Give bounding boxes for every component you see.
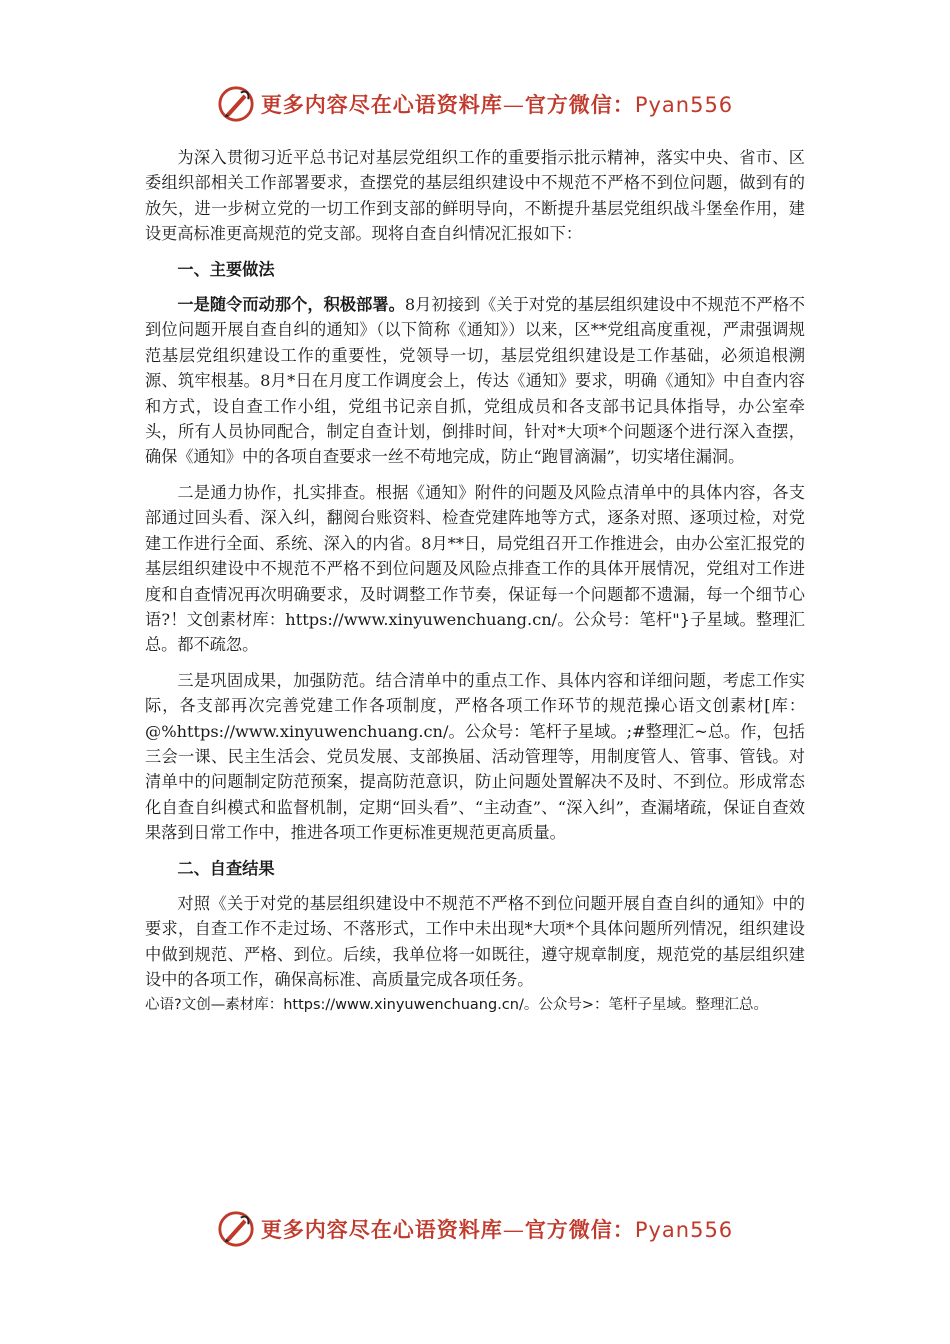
paragraph-three: 三是巩固成果，加强防范。结合清单中的重点工作、具体内容和详细问题，考虑工作实际，各支部再次完善党建工作各项制度，严格各项工作环节的规范操心语文创素材[库：@%https://www.xinyuwenchuang.cn/。公众号：笔杆子星域。;#整理汇~总。作，包括三会一课、民主生活会、党员发展、支部换届、活动管理等，用制度管人、管事、管钱。对清单中的问题制定防范预案，提高防范意识，防止问题处置解决不及时、不到位。形成常态化自查自纠模式和监督机制，定期“回头看”、“主动查”、“深入纠”，查漏堵疏，保证自查效果落到日常工作中，推进各项工作更标准更规范更高质量。 [145,670,805,843]
banner-text: 更多内容尽在心语资料库—官方微信：Pyan556 [260,1217,734,1242]
paragraph-one-lead: 一是随令而动那个，积极部署。 [177,295,405,315]
footer-note: 心语?文创—素材库：https://www.xinyuwenchuang.cn/。公众号>：笔杆子星域。整理汇总。 [145,996,769,1013]
footer-banner [0,1207,950,1251]
paragraph-four: 对照《关于对党的基层组织建设中不规范不严格不到位问题开展自查自纠的通知》中的要求，自查工作不走过场、不落形式，工作中未出现*大项*个具体问题所列情况，组织建设中做到规范、严格、到位。后续，我单位将一如既往，遵守规章制度，规范党的基层组织建设中的各项工作，确保高标准、高质量完成各项任务。 [145,893,805,990]
paragraph-one [145,292,805,470]
banner-text: 更多内容尽在心语资料库—官方微信：Pyan556 [260,92,734,117]
header-banner [0,82,950,126]
section-title-results: 二、自查结果 [177,858,275,878]
section-title-main-practices: 一、主要做法 [177,259,275,279]
pen-logo-icon [217,85,255,123]
paragraph-two: 二是通力协作，扎实排查。根据《通知》附件的问题及风险点清单中的具体内容，各支部通过回头看、深入纠，翻阅台账资料、检查党建阵地等方式，逐条对照、逐项过检，对党建工作进行全面、系统、深入的内省。8月**日，局党组召开工作推进会，由办公室汇报党的基层组织建设中不规范不严格不到位问题及风险点排查工作的具体开展情况，党组对工作进度和自查情况再次明确要求，及时调整工作节奏，保证每一个问题都不遗漏，每一个细节心语?！文创素材库：https://www.xinyuwenchuang.cn/。公众号：笔杆"}子星域。整理汇总。都不疏忽。 [145,482,805,655]
document-body [145,145,805,1018]
paragraph-one-body: 8月初接到《关于对党的基层组织建设中不规范不严格不到位问题开展自查自纠的通知》（以下简称《通知》）以来，区**党组高度重视，严肃强调规范基层党组织建设工作的重要性，党领导一切，基层党组织建设是工作基础，必须追根溯源、筑牢根基。8月*日在月度工作调度会上，传达《通知》要求，明确《通知》中自查内容和方式，设自查工作小组，党组书记亲自抓，党组成员和各支部书记具体指导，办公室牵头，所有人员协同配合，制定自查计划，倒排时间，针对*大项*个问题逐个进行深入查摆，确保《通知》中的各项自查要求一丝不苟地完成，防止“跑冒滴漏”，切实堵住漏洞。 [145,295,805,467]
pen-logo-icon [217,1210,255,1248]
intro-paragraph: 为深入贯彻习近平总书记对基层党组织工作的重要指示批示精神，落实中央、省市、区委组织部相关工作部署要求，查摆党的基层组织建设中不规范不严格不到位问题，做到有的放矢，进一步树立党的一切工作到支部的鲜明导向，不断提升基层党组织战斗堡垒作用，建设更高标准更高规范的党支部。现将自查自纠情况汇报如下： [145,148,805,244]
